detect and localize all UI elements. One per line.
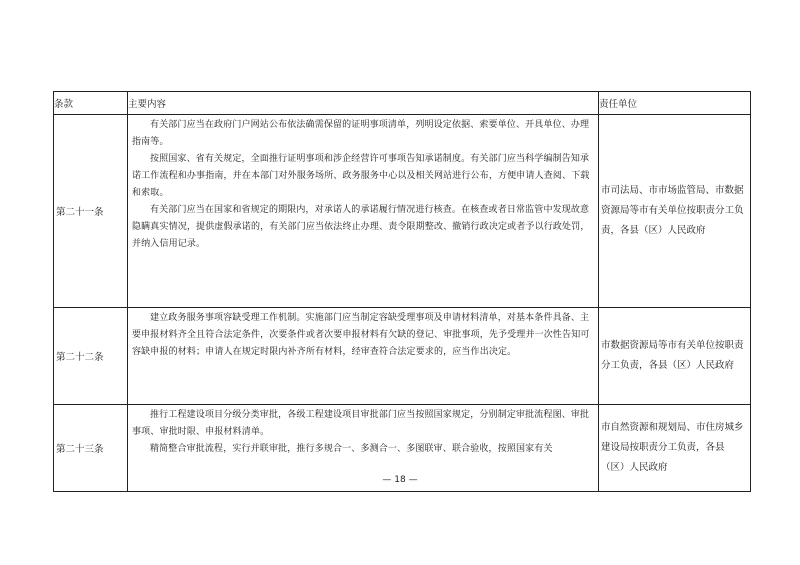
- content-paragraph: 按照国家、省有关规定，全面推行证明事项和涉企经营许可事项告知承诺制度。有关部门应当科学编制告知承诺工作流程和办事指南，并在本部门对外服务场所、政务服务中心以及相关网站进行公布，方便申请人查阅、下载和索取。: [132, 154, 590, 198]
- unit-cell: 市自然资源和规划局、市住房城乡建设局按职责分工负责，各县（区）人民政府: [599, 405, 751, 492]
- content-paragraph: 有关部门应当在政府门户网站公布依法确需保留的证明事项清单，列明设定依据、索要单位、开具单位、办理指南等。: [132, 120, 590, 147]
- content-paragraph: 有关部门应当在国家和省规定的期限内，对承诺人的承诺履行情况进行核查。在核查或者日常监管中发现故意隐瞒真实情况，提供虚假承诺的，有关部门应当依法终止办理、责令限期整改、撤销行政决定或者予以行政处罚，并纳入信用记录。: [132, 205, 590, 249]
- clause-cell: 第二十二条: [54, 308, 128, 405]
- content-cell: [128, 115, 599, 308]
- clause-cell: 第二十三条: [54, 405, 128, 492]
- content-cell: [128, 308, 599, 405]
- table-row: [54, 308, 751, 405]
- clause-cell: 第二十一条: [54, 115, 128, 308]
- content-paragraph: 建立政务服务事项容缺受理工作机制。实施部门应当制定容缺受理事项及申请材料清单，对基本条件具备、主要申报材料齐全且符合法定条件，次要条件或者次要申报材料有欠缺的登记、审批事项，先予受理并一次性告知可容缺申报的材料；申请人在规定时限内补齐所有材料，经审查符合法定要求的，应当作出决定。: [132, 313, 590, 357]
- page-number: — 18 —: [382, 475, 418, 485]
- content-paragraph: 推行工程建设项目分级分类审批，各级工程建设项目审批部门应当按照国家规定，分别制定审批流程图、审批事项、审批时限、申报材料清单。: [132, 410, 590, 437]
- unit-cell: 市数据资源局等市有关单位按职责分工负责，各县（区）人民政府: [599, 308, 751, 405]
- header-unit: 责任单位: [599, 92, 751, 115]
- header-content: 主要内容: [128, 92, 599, 115]
- responsibility-table: [53, 91, 751, 492]
- unit-cell: 市司法局、市市场监管局、市数据资源局等市有关单位按职责分工负责，各县（区）人民政府: [599, 115, 751, 308]
- header-clause: 条款: [54, 92, 128, 115]
- table-row: [54, 115, 751, 308]
- content-paragraph: 精简整合审批流程，实行并联审批，推行多规合一、多测合一、多图联审、联合验收，按照国家有关: [150, 444, 553, 454]
- table-header-row: [54, 92, 751, 115]
